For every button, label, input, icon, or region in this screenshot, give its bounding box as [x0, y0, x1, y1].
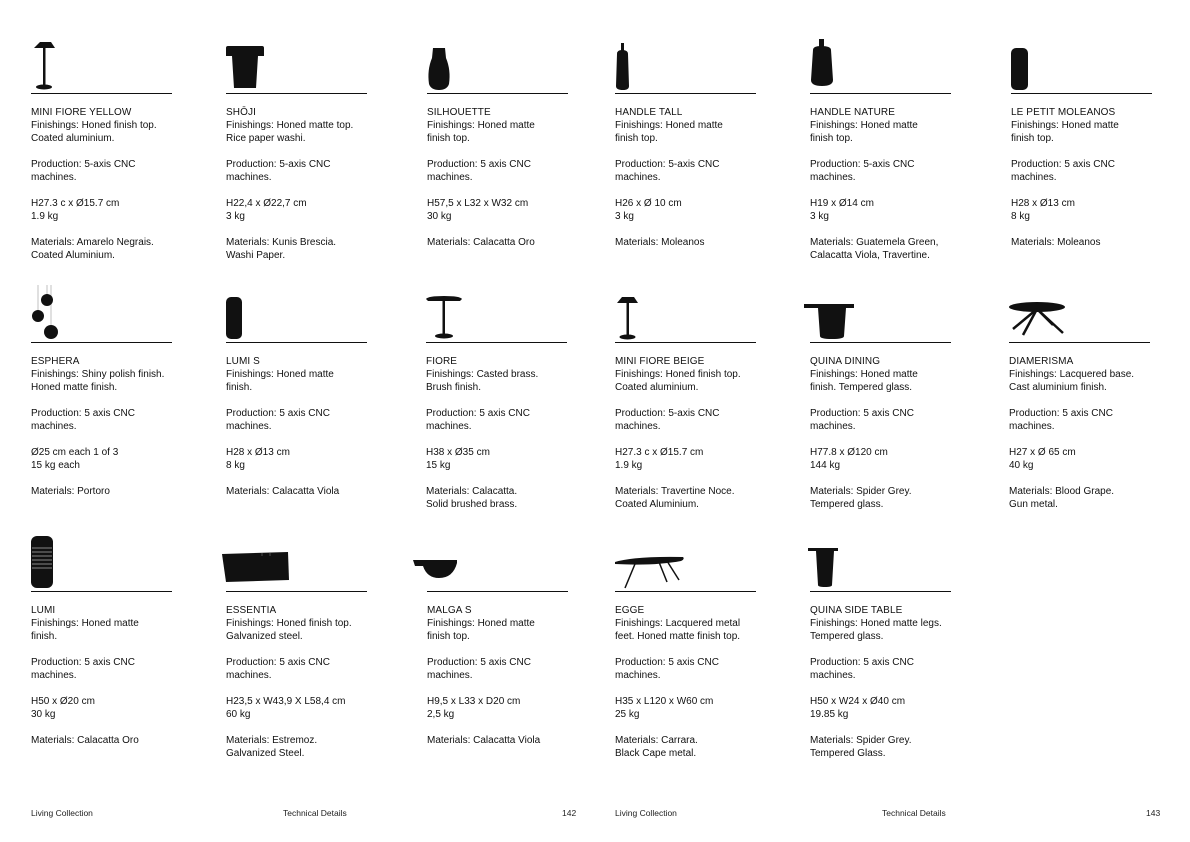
materials-line: Materials: Estremoz. — [226, 735, 318, 746]
product-name: MINI FIORE BEIGE — [615, 356, 705, 367]
production-line: Production: 5 axis CNC — [810, 408, 914, 419]
materials-line: Materials: Calacatta Oro — [427, 237, 535, 248]
dimensions-line: H57,5 x L32 x W32 cm — [427, 198, 529, 209]
divider — [427, 93, 568, 94]
weight-line: 60 kg — [226, 709, 251, 720]
divider — [226, 93, 367, 94]
finish-line: Finishings: Lacquered metal — [615, 618, 741, 629]
production-line: Production: 5-axis CNC — [226, 159, 331, 170]
weight-line: 30 kg — [427, 211, 452, 222]
cylinder-lamp-icon — [1011, 36, 1157, 92]
footer-collection: Living Collection — [31, 808, 93, 818]
product-name: SHŌJI — [226, 107, 256, 118]
divider — [226, 342, 367, 343]
finish-line: Finishings: Honed finish top. — [226, 618, 352, 629]
product-name: HANDLE NATURE — [810, 107, 896, 118]
weight-line: 2,5 kg — [427, 709, 455, 720]
divider — [615, 591, 756, 592]
table-lamp-icon — [31, 36, 177, 92]
finish-line: Finishings: Honed matte legs. — [810, 618, 942, 629]
materials-line: Materials: Spider Grey. — [810, 735, 912, 746]
product-name: FIORE — [426, 356, 458, 367]
materials-line: Materials: Spider Grey. — [810, 486, 912, 497]
finish-line: Tempered glass. — [810, 631, 884, 642]
materials-line: Materials: Travertine Noce. — [615, 486, 735, 497]
production-line: Production: 5-axis CNC — [31, 159, 136, 170]
weight-line: 15 kg — [426, 460, 451, 471]
product-name: DIAMERISMA — [1009, 356, 1074, 367]
divider — [426, 342, 567, 343]
materials-line: Materials: Portoro — [31, 486, 110, 497]
divider — [810, 93, 951, 94]
dimensions-line: H27.3 c x Ø15.7 cm — [31, 198, 120, 209]
finish-line: Finishings: Honed matte — [31, 618, 139, 629]
weight-line: 1.9 kg — [31, 211, 59, 222]
production-line: machines. — [810, 172, 856, 183]
ribbed-lamp-icon — [31, 534, 177, 590]
divider — [31, 93, 172, 94]
production-line: Production: 5 axis CNC — [1009, 408, 1113, 419]
footer-section: Technical Details — [882, 808, 946, 818]
materials-line: Materials: Kunis Brescia. — [226, 237, 337, 248]
page-number: 142 — [562, 808, 577, 818]
production-line: Production: 5 axis CNC — [427, 159, 531, 170]
production-line: Production: 5 axis CNC — [31, 657, 135, 668]
wall-shelf-icon — [413, 534, 559, 590]
product-name: QUINA SIDE TABLE — [810, 605, 903, 616]
materials-line: Materials: Amarelo Negrais. — [31, 237, 154, 248]
finish-line: finish. — [31, 631, 58, 642]
finish-line: finish top. — [615, 133, 658, 144]
dimensions-line: H9,5 x L33 x D20 cm — [427, 696, 521, 707]
production-line: Production: 5 axis CNC — [427, 657, 531, 668]
production-line: Production: 5 axis CNC — [226, 657, 330, 668]
production-line: machines. — [31, 670, 77, 681]
production-line: machines. — [31, 172, 77, 183]
dimensions-line: H28 x Ø13 cm — [1011, 198, 1075, 209]
finish-line: Finishings: Casted brass. — [426, 369, 539, 380]
finish-line: Finishings: Honed matte top. — [226, 120, 354, 131]
production-line: machines. — [810, 670, 856, 681]
finish-line: Cast aluminium finish. — [1009, 382, 1107, 393]
dimensions-line: Ø25 cm each 1 of 3 — [31, 447, 119, 458]
side-table-icon — [810, 534, 956, 590]
product-name: SILHOUETTE — [427, 107, 491, 118]
production-line: machines. — [810, 421, 856, 432]
finish-line: finish. Tempered glass. — [810, 382, 913, 393]
production-line: Production: 5-axis CNC — [615, 408, 720, 419]
finish-line: Finishings: Lacquered base. — [1009, 369, 1135, 380]
pendant-spheres-icon — [31, 285, 177, 341]
finish-line: Finishings: Honed matte — [427, 120, 535, 131]
vase-icon — [427, 36, 573, 92]
finish-line: Finishings: Honed finish top. — [615, 369, 741, 380]
production-line: machines. — [426, 421, 472, 432]
finish-line: Honed matte finish. — [31, 382, 118, 393]
finish-line: finish. — [226, 382, 253, 393]
divider — [31, 342, 172, 343]
materials-line: Materials: Guatemela Green, — [810, 237, 939, 248]
weight-line: 3 kg — [226, 211, 245, 222]
finish-line: finish top. — [427, 631, 470, 642]
materials-line: Calacatta Viola, Travertine. — [810, 250, 930, 261]
product-name: QUINA DINING — [810, 356, 881, 367]
materials-line: Materials: Calacatta. — [426, 486, 518, 497]
finish-line: Finishings: Honed matte — [1011, 120, 1119, 131]
production-line: machines. — [615, 421, 661, 432]
materials-line: Materials: Blood Grape. — [1009, 486, 1115, 497]
weight-line: 144 kg — [810, 460, 841, 471]
production-line: Production: 5 axis CNC — [426, 408, 530, 419]
product-name: LE PETIT MOLEANOS — [1011, 107, 1116, 118]
finish-line: Finishings: Shiny polish finish. — [31, 369, 165, 380]
production-line: machines. — [226, 172, 272, 183]
materials-line: Coated Aluminium. — [31, 250, 115, 261]
dimensions-line: H22,4 x Ø22,7 cm — [226, 198, 307, 209]
divider — [1009, 342, 1150, 343]
finish-line: finish top. — [810, 133, 853, 144]
materials-line: Solid brushed brass. — [426, 499, 518, 510]
shoji-lamp-icon — [226, 36, 372, 92]
product-name: LUMI — [31, 605, 56, 616]
dimensions-line: H35 x L120 x W60 cm — [615, 696, 714, 707]
finish-line: Finishings: Honed finish top. — [31, 120, 157, 131]
finish-line: Finishings: Honed matte — [427, 618, 535, 629]
table-lamp-icon — [615, 285, 761, 341]
product-name: ESPHERA — [31, 356, 80, 367]
weight-line: 25 kg — [615, 709, 640, 720]
materials-line: Galvanized Steel. — [226, 748, 305, 759]
finish-line: Brush finish. — [426, 382, 482, 393]
weight-line: 19.85 kg — [810, 709, 849, 720]
oval-table-icon — [615, 534, 761, 590]
finish-line: Finishings: Honed matte — [615, 120, 723, 131]
materials-line: Materials: Moleanos — [615, 237, 705, 248]
weight-line: 30 kg — [31, 709, 56, 720]
production-line: machines. — [226, 421, 272, 432]
dimensions-line: H38 x Ø35 cm — [426, 447, 490, 458]
materials-line: Materials: Carrara. — [615, 735, 698, 746]
production-line: machines. — [615, 172, 661, 183]
materials-line: Materials: Calacatta Viola — [226, 486, 340, 497]
dining-table-icon — [810, 285, 956, 341]
production-line: Production: 5 axis CNC — [615, 657, 719, 668]
weight-line: 3 kg — [810, 211, 829, 222]
materials-line: Gun metal. — [1009, 499, 1058, 510]
finish-line: Finishings: Honed matte — [810, 369, 918, 380]
divider — [427, 591, 568, 592]
finish-line: Galvanized steel. — [226, 631, 303, 642]
materials-line: Washi Paper. — [226, 250, 286, 261]
divider — [810, 591, 951, 592]
production-line: Production: 5-axis CNC — [615, 159, 720, 170]
page-number: 143 — [1146, 808, 1161, 818]
divider — [615, 342, 756, 343]
dimensions-line: H19 x Ø14 cm — [810, 198, 874, 209]
product-name: HANDLE TALL — [615, 107, 683, 118]
dimensions-line: H50 x W24 x Ø40 cm — [810, 696, 906, 707]
box-icon — [222, 534, 368, 590]
production-line: machines. — [427, 172, 473, 183]
weight-line: 3 kg — [615, 211, 634, 222]
table-lamp-icon — [426, 285, 572, 341]
materials-line: Tempered glass. — [810, 499, 884, 510]
finish-line: finish top. — [427, 133, 470, 144]
materials-line: Tempered Glass. — [810, 748, 886, 759]
production-line: Production: 5 axis CNC — [226, 408, 330, 419]
dimensions-line: H77.8 x Ø120 cm — [810, 447, 888, 458]
handle-vessel-icon — [810, 36, 956, 92]
dimensions-line: H50 x Ø20 cm — [31, 696, 95, 707]
production-line: machines. — [427, 670, 473, 681]
finish-line: Finishings: Honed matte — [810, 120, 918, 131]
production-line: machines. — [31, 421, 77, 432]
product-name: MINI FIORE YELLOW — [31, 107, 132, 118]
finish-line: Coated aluminium. — [615, 382, 699, 393]
dimensions-line: H28 x Ø13 cm — [226, 447, 290, 458]
materials-line: Materials: Moleanos — [1011, 237, 1101, 248]
weight-line: 40 kg — [1009, 460, 1034, 471]
weight-line: 15 kg each — [31, 460, 80, 471]
cylinder-lamp-icon — [226, 285, 372, 341]
weight-line: 8 kg — [226, 460, 245, 471]
divider — [615, 93, 756, 94]
handle-vessel-icon — [615, 36, 761, 92]
materials-line: Black Cape metal. — [615, 748, 697, 759]
production-line: Production: 5 axis CNC — [1011, 159, 1115, 170]
footer-section: Technical Details — [283, 808, 347, 818]
product-name: LUMI S — [226, 356, 260, 367]
production-line: machines. — [1009, 421, 1055, 432]
materials-line: Coated Aluminium. — [615, 499, 699, 510]
production-line: Production: 5 axis CNC — [810, 657, 914, 668]
dimensions-line: H23,5 x W43,9 X L58,4 cm — [226, 696, 346, 707]
weight-line: 8 kg — [1011, 211, 1030, 222]
dimensions-line: H26 x Ø 10 cm — [615, 198, 682, 209]
production-line: machines. — [226, 670, 272, 681]
materials-line: Materials: Calacatta Oro — [31, 735, 139, 746]
finish-line: Rice paper washi. — [226, 133, 306, 144]
production-line: Production: 5 axis CNC — [31, 408, 135, 419]
dimensions-line: H27.3 c x Ø15.7 cm — [615, 447, 704, 458]
footer-collection: Living Collection — [615, 808, 677, 818]
materials-line: Materials: Calacatta Viola — [427, 735, 541, 746]
weight-line: 1.9 kg — [615, 460, 643, 471]
production-line: Production: 5-axis CNC — [810, 159, 915, 170]
product-name: ESSENTIA — [226, 605, 277, 616]
finish-line: finish top. — [1011, 133, 1054, 144]
finish-line: feet. Honed matte finish top. — [615, 631, 741, 642]
divider — [226, 591, 367, 592]
divider — [810, 342, 951, 343]
finish-line: Coated aluminium. — [31, 133, 115, 144]
product-name: EGGE — [615, 605, 645, 616]
divider — [31, 591, 172, 592]
production-line: machines. — [615, 670, 661, 681]
production-line: machines. — [1011, 172, 1057, 183]
dimensions-line: H27 x Ø 65 cm — [1009, 447, 1076, 458]
finish-line: Finishings: Honed matte — [226, 369, 334, 380]
product-name: MALGA S — [427, 605, 472, 616]
divider — [1011, 93, 1152, 94]
coffee-table-icon — [1009, 285, 1155, 341]
